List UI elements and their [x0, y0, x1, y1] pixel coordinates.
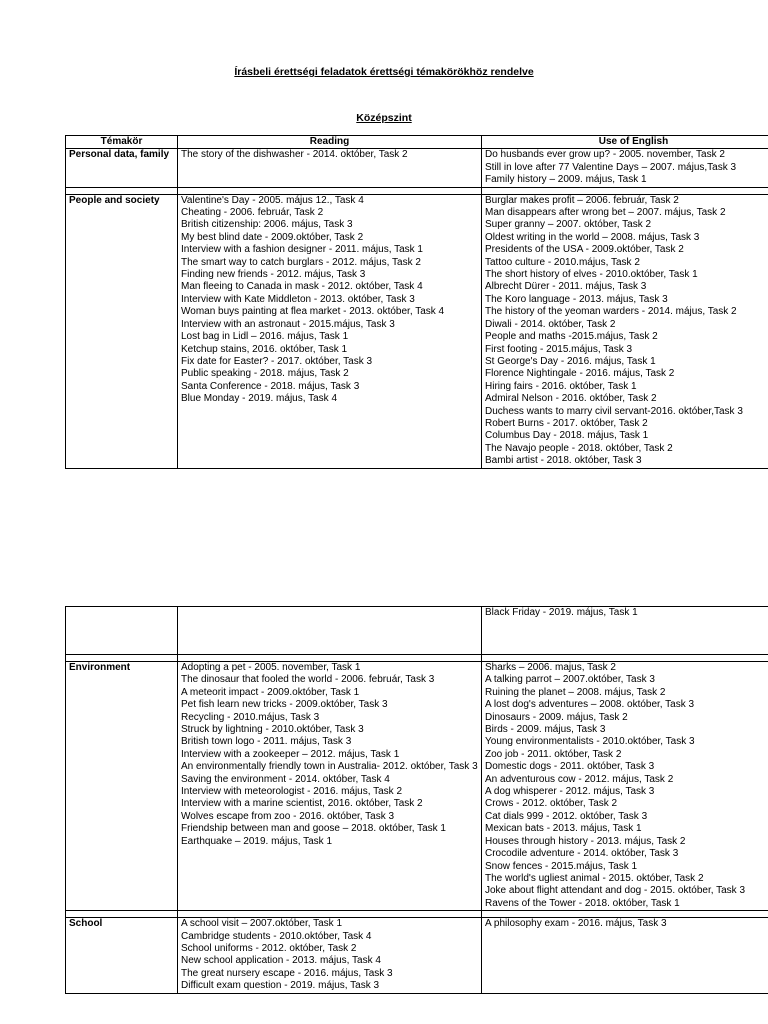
entry-line: Finding new friends - 2012. május, Task 3 [181, 269, 366, 281]
reading-cell [178, 918, 482, 993]
reading-cell [178, 607, 482, 655]
entry-line: Robert Burns - 2017. október, Task 2 [485, 417, 648, 429]
entry-line: St George's Day - 2016. május, Task 1 [485, 355, 656, 367]
entry-line: The world's ugliest animal - 2015. október, Task 2 [485, 872, 704, 884]
entry-line: Still in love after 77 Valentine Days – 2007. május,Task 3 [485, 161, 737, 173]
entry-line: Ketchup stains, 2016. október, Task 1 [181, 343, 348, 355]
entry-line: Zoo job - 2011. október, Task 2 [485, 748, 622, 760]
entry-line: Hiring fairs - 2016. október, Task 1 [485, 380, 637, 392]
entry-line: Woman buys painting at flea market - 2013. október, Task 4 [181, 306, 445, 318]
entry-line: Saving the environment - 2014. október, Task 4 [181, 773, 390, 785]
spacer-row [66, 911, 768, 918]
entry-line: A philosophy exam - 2016. május, Task 3 [485, 918, 667, 930]
entry-line: Florence Nightingale - 2016. május, Task 2 [485, 368, 675, 380]
entry-line: Adopting a pet - 2005. november, Task 1 [181, 662, 361, 673]
entry-line: Duchess wants to marry civil servant-2016. október,Task 3 [485, 405, 743, 417]
use-of-english-cell [482, 194, 768, 468]
use-of-english-cell [482, 918, 768, 993]
document-title: Írásbeli érettségi feladatok érettségi témakörökhöz rendelve [234, 66, 534, 78]
entry-line: Recycling - 2010.május, Task 3 [181, 711, 320, 723]
topic-cell: Personal data, family [66, 149, 178, 187]
use-of-english-cell [482, 607, 768, 655]
entry-line: British citizenship: 2006. május, Task 3 [181, 219, 353, 231]
entry-line: Super granny – 2007. október, Task 2 [485, 219, 652, 231]
table-row [66, 918, 768, 993]
entry-line: Houses through history - 2013. május, Task 2 [485, 835, 686, 847]
entry-line: Earthquake – 2019. május, Task 1 [181, 835, 333, 847]
entry-line: The dinosaur that fooled the world - 2006. február, Task 3 [181, 674, 435, 686]
entry-line: Blue Monday - 2019. május, Task 4 [181, 393, 338, 405]
entry-line: Wolves escape from zoo - 2016. október, Task 3 [181, 810, 395, 822]
entry-line: A talking parrot – 2007.október, Task 3 [485, 674, 655, 686]
entry-line: Fix date for Easter? - 2017. október, Task 3 [181, 355, 373, 367]
entry-line: The short history of elves - 2010.október, Task 1 [485, 269, 698, 281]
entry-line: Cheating - 2006. február, Task 2 [181, 207, 324, 219]
entry-line: Sharks – 2006. majus, Task 2 [485, 662, 616, 673]
entry-line: The history of the yeoman warders - 2014. május, Task 2 [485, 306, 737, 318]
topics-table-page-2 [65, 606, 768, 994]
entry-line: Interview with a marine scientist, 2016. október, Task 2 [181, 798, 423, 810]
entry-line: An adventurous cow - 2012. május, Task 2 [485, 773, 674, 785]
entry-line: Black Friday - 2019. május, Task 1 [485, 607, 638, 618]
entry-line: Lost bag in Lidl – 2016. május, Task 1 [181, 331, 349, 343]
entry-line: The story of the dishwasher - 2014. október, Task 2 [181, 149, 408, 161]
entry-line: Man fleeing to Canada in mask - 2012. október, Task 4 [181, 281, 423, 293]
entry-line: Interview with an astronaut - 2015.május, Task 3 [181, 318, 395, 330]
entry-line: A dog whisperer - 2012. május, Task 3 [485, 786, 655, 798]
entry-line: Admiral Nelson - 2016. október, Task 2 [485, 393, 657, 405]
entry-line: Tattoo culture - 2010.május, Task 2 [485, 256, 640, 268]
header-topic: Témakör [66, 136, 178, 149]
entry-line: Crows - 2012. október, Task 2 [485, 798, 618, 810]
entry-line: Diwali - 2014. október, Task 2 [485, 318, 616, 330]
entry-line: Mexican bats - 2013. május, Task 1 [485, 823, 642, 835]
entry-line: Birds - 2009. május, Task 3 [485, 724, 606, 736]
entry-line: School uniforms - 2012. október, Task 2 [181, 942, 357, 954]
entry-line: The smart way to catch burglars - 2012. május, Task 2 [181, 256, 421, 268]
entry-line: Cat dials 999 - 2012. október, Task 3 [485, 810, 648, 822]
entry-line: First footing - 2015.május, Task 3 [485, 343, 633, 355]
use-of-english-cell [482, 149, 768, 187]
entry-line: Dinosaurs - 2009. május, Task 2 [485, 711, 628, 723]
entry-line: Friendship between man and goose – 2018. október, Task 1 [181, 823, 446, 835]
entry-line: Santa Conference - 2018. május, Task 3 [181, 380, 360, 392]
entry-line: A meteorit impact - 2009.október, Task 1 [181, 686, 360, 698]
reading-cell [178, 662, 482, 911]
header-row [66, 136, 768, 149]
table-row [66, 194, 768, 468]
entry-line: Columbus Day - 2018. május, Task 1 [485, 430, 649, 442]
entry-line: Public speaking - 2018. május, Task 2 [181, 368, 349, 380]
entry-line: People and maths -2015.május, Task 2 [485, 331, 658, 343]
entry-line: Valentine's Day - 2005. május 12., Task 4 [181, 194, 364, 206]
entry-line: A school visit – 2007.október, Task 1 [181, 918, 343, 930]
entry-line: Interview with Kate Middleton - 2013. október, Task 3 [181, 293, 415, 305]
entry-line: Do husbands ever grow up? - 2005. november, Task 2 [485, 149, 725, 161]
topics-table-page-1 [65, 135, 768, 469]
reading-cell [178, 194, 482, 468]
table-row [66, 149, 768, 187]
entry-line: Joke about flight attendant and dog - 2015. október, Task 3 [485, 885, 746, 897]
entry-line: A lost dog's adventures – 2008. október, Task 3 [485, 699, 695, 711]
entry-line: Difficult exam question - 2019. május, Task 3 [181, 980, 380, 992]
header-use-of-english: Use of English [482, 136, 768, 149]
spacer-row [66, 187, 768, 194]
entry-line: The Navajo people - 2018. október, Task 2 [485, 442, 673, 454]
entry-line: Burglar makes profit – 2006. február, Task 2 [485, 194, 679, 206]
spacer-row [66, 655, 768, 662]
topic-cell: Environment [66, 662, 178, 911]
entry-line: Interview with a zookeeper – 2012. május, Task 1 [181, 748, 400, 760]
document-subtitle: Középszint [356, 112, 412, 124]
entry-line: The Koro language - 2013. május, Task 3 [485, 293, 668, 305]
entry-line: Domestic dogs - 2011. október, Task 3 [485, 761, 655, 773]
topic-cell: School [66, 918, 178, 993]
topic-cell: People and society [66, 194, 178, 468]
entry-line: An environmentally friendly town in Australia- 2012. október, Task 3 [181, 761, 478, 773]
entry-line: Struck by lightning - 2010.október, Task 3 [181, 724, 364, 736]
entry-line: Family history – 2009. május, Task 1 [485, 174, 647, 186]
entry-line: Albrecht Dürer - 2011. május, Task 3 [485, 281, 647, 293]
entry-line: Ruining the planet – 2008. május, Task 2 [485, 686, 666, 698]
entry-line: Interview with a fashion designer - 2011. május, Task 1 [181, 244, 423, 256]
entry-line: Snow fences - 2015.május, Task 1 [485, 860, 638, 872]
entry-line: The great nursery escape - 2016. május, Task 3 [181, 967, 393, 979]
entry-line: British town logo - 2011. május, Task 3 [181, 736, 352, 748]
entry-line: My best blind date - 2009.október, Task 2 [181, 231, 364, 243]
entry-line: Ravens of the Tower - 2018. október, Task 1 [485, 897, 680, 909]
entry-line: New school application - 2013. május, Task 4 [181, 955, 381, 967]
entry-line: Bambi artist - 2018. október, Task 3 [485, 455, 642, 467]
table-row [66, 662, 768, 911]
use-of-english-cell [482, 662, 768, 911]
table-row [66, 607, 768, 655]
entry-line: Oldest writing in the world – 2008. május, Task 3 [485, 231, 700, 243]
entry-line: Young environmentalists - 2010.október, Task 3 [485, 736, 695, 748]
entry-line: Man disappears after wrong bet – 2007. május, Task 2 [485, 207, 726, 219]
topic-cell [66, 607, 178, 655]
entry-line: Cambridge students - 2010.október, Task 4 [181, 930, 372, 942]
entry-line: Interview with meteorologist - 2016. május, Task 2 [181, 786, 403, 798]
entry-line: Crocodile adventure - 2014. október, Task 3 [485, 848, 679, 860]
reading-cell [178, 149, 482, 187]
header-reading: Reading [178, 136, 482, 149]
entry-line: Presidents of the USA - 2009.október, Task 2 [485, 244, 684, 256]
entry-line: Pet fish learn new tricks - 2009.október, Task 3 [181, 699, 388, 711]
